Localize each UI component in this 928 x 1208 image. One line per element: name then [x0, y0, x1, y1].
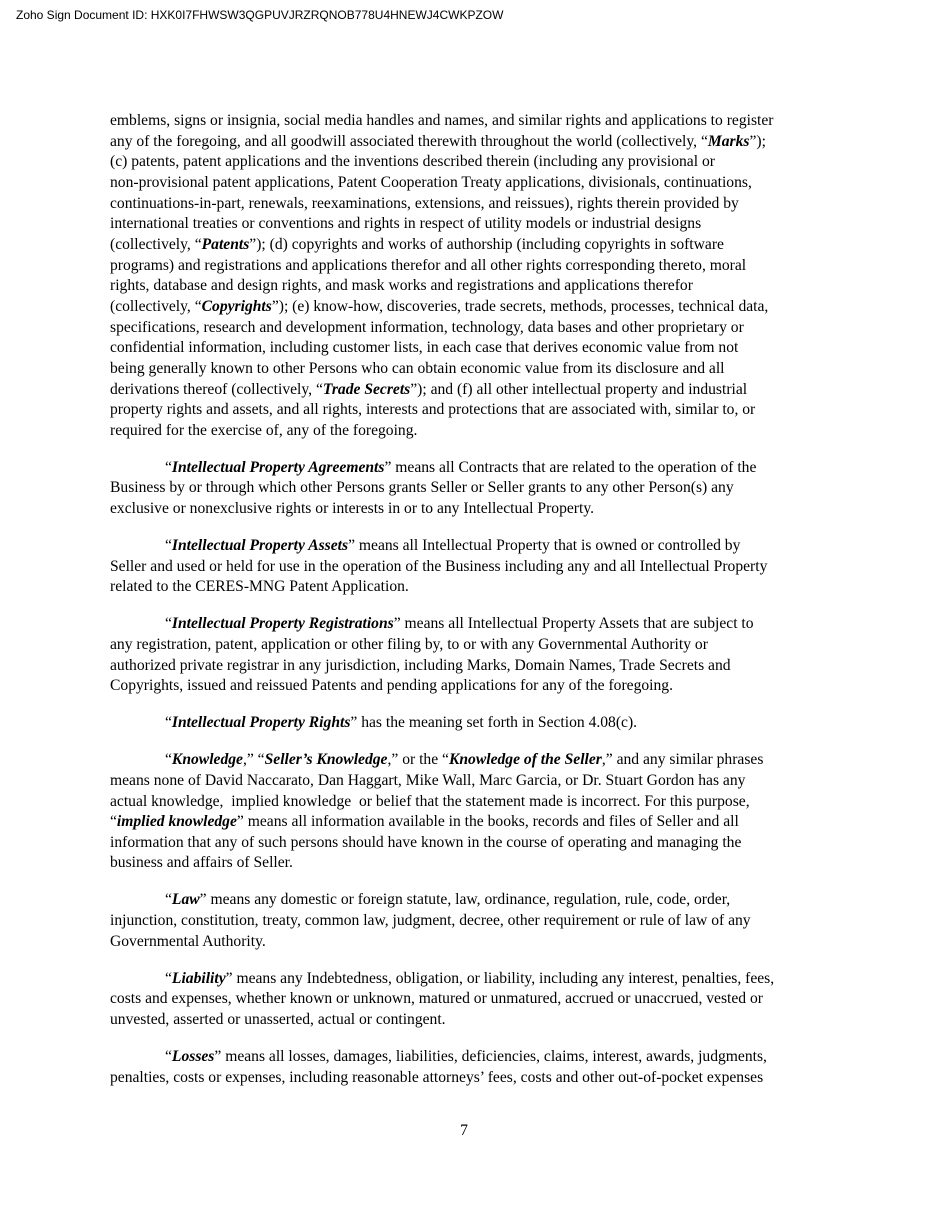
- defined-term: Liability: [171, 969, 226, 987]
- text-run: actual knowledge, implied knowledge or belief that the statement made is incorrect. For this purpose,: [110, 792, 750, 810]
- text-run: ” means all Intellectual Property that is owned or controlled by: [348, 537, 741, 555]
- defined-term: Intellectual Property Agreements: [171, 458, 385, 476]
- defined-term: Knowledge: [171, 751, 243, 769]
- definition-intellectual-property-registrations: [110, 614, 870, 697]
- defined-term: Law: [171, 891, 200, 909]
- text-line: [110, 173, 870, 194]
- text-run: ” means all Contracts that are related to the operation of the: [384, 458, 757, 476]
- defined-term: Patents: [201, 235, 250, 253]
- definition-knowledge: [110, 750, 870, 874]
- defined-term: Intellectual Property Assets: [171, 537, 349, 555]
- text-line: [110, 152, 870, 173]
- text-run: ” means any Indebtedness, obligation, or liability, including any interest, penalties, fees,: [225, 969, 775, 987]
- text-run: required for the exercise of, any of the foregoing.: [110, 421, 418, 439]
- text-run: ”);: [749, 132, 766, 150]
- text-run: “: [165, 1047, 172, 1065]
- text-run: Business by or through which other Persons grants Seller or Seller grants to any other Person(s) any: [110, 479, 734, 497]
- text-run: continuations-in-part, renewals, reexaminations, extensions, and reissues), rights therein provided by: [110, 194, 739, 212]
- text-run: (collectively, “: [110, 235, 202, 253]
- defined-term: Intellectual Property Registrations: [171, 615, 394, 633]
- text-run: “: [165, 969, 172, 987]
- text-run: penalties, costs or expenses, including reasonable attorneys’ fees, costs and other out-of-pocket expenses: [110, 1068, 764, 1086]
- text-line: [110, 676, 870, 697]
- text-run: business and affairs of Seller.: [110, 854, 293, 872]
- text-line: [110, 656, 870, 677]
- text-run: international treaties or conventions and rights in respect of utility models or industrial designs: [110, 215, 702, 233]
- text-run: “: [165, 537, 172, 555]
- paragraph-ip-definition-continued: [110, 111, 870, 442]
- defined-term-wrapper: [172, 1048, 214, 1065]
- text-run: injunction, constitution, treaty, common law, judgment, decree, other requirement or rule of law of any: [110, 912, 751, 930]
- text-run: (collectively, “: [110, 297, 202, 315]
- text-line: [110, 380, 870, 401]
- zoho-sign-document-id: Zoho Sign Document ID: HXK0I7FHWSW3QGPUVJRZRQNOB778U4HNEWJ4CWKPZOW: [16, 8, 504, 22]
- text-run: programs) and registrations and applications therefor and all other rights corresponding thereto, moral: [110, 256, 747, 274]
- text-run: “: [165, 615, 172, 633]
- text-run: ”); (d) copyrights and works of authorship (including copyrights in software: [249, 235, 724, 253]
- text-run: confidential information, including customer lists, in each case that derives economic value from not: [110, 339, 739, 357]
- text-run: any of the foregoing, and all goodwill associated therewith throughout the world (collectively, “: [110, 132, 708, 150]
- text-line: [110, 256, 870, 277]
- defined-term-wrapper: [172, 615, 394, 632]
- defined-term: implied knowledge: [116, 813, 237, 831]
- text-run: authorized private registrar in any jurisdiction, including Marks, Domain Names, Trade Secrets and: [110, 656, 731, 674]
- defined-term-wrapper: [172, 891, 200, 908]
- defined-term-wrapper: [265, 751, 388, 768]
- text-run: being generally known to other Persons who can obtain economic value from its disclosure and all: [110, 359, 725, 377]
- defined-term: Trade Secrets: [322, 380, 411, 398]
- text-line: [110, 911, 870, 932]
- text-run: information that any of such persons should have known in the course of operating and managing the: [110, 833, 742, 851]
- text-run: non-provisional patent applications, Patent Cooperation Treaty applications, divisionals, continuations,: [110, 173, 752, 191]
- text-line: [110, 359, 870, 380]
- text-run: specifications, research and development information, technology, data bases and other proprietary or: [110, 318, 744, 336]
- defined-term-wrapper: [172, 751, 243, 768]
- text-line: [110, 276, 870, 297]
- text-line: [110, 1068, 870, 1089]
- text-run: ,” “: [242, 751, 265, 769]
- text-line: [110, 635, 870, 656]
- text-line: [110, 1010, 870, 1031]
- text-line: [110, 458, 870, 479]
- text-line: [110, 536, 870, 557]
- defined-term: Copyrights: [201, 297, 272, 315]
- text-line: [110, 318, 870, 339]
- text-line: [110, 932, 870, 953]
- defined-term-wrapper: [172, 459, 385, 476]
- text-run: emblems, signs or insignia, social media handles and names, and similar rights and applications to register: [110, 112, 774, 129]
- text-run: ,” and any similar phrases: [601, 751, 764, 769]
- text-line: [110, 1047, 870, 1068]
- defined-term-wrapper: [172, 714, 350, 731]
- page-number: 7: [460, 1122, 468, 1139]
- text-line: [110, 792, 870, 813]
- text-run: Governmental Authority.: [110, 932, 266, 950]
- text-run: ,” or the “: [387, 751, 449, 769]
- definition-intellectual-property-agreements: [110, 458, 870, 520]
- definition-liability: [110, 969, 870, 1031]
- defined-term: Knowledge of the Seller: [448, 751, 602, 769]
- text-run: means none of David Naccarato, Dan Haggart, Mike Wall, Marc Garcia, or Dr. Stuart Gordon has any: [110, 771, 746, 789]
- text-line: [110, 499, 870, 520]
- text-run: unvested, asserted or unasserted, actual or contingent.: [110, 1011, 446, 1029]
- text-run: costs and expenses, whether known or unknown, matured or unmatured, accrued or unaccrued, vested or: [110, 990, 763, 1008]
- defined-term-wrapper: [172, 970, 226, 987]
- text-line: [110, 833, 870, 854]
- defined-term: Seller’s Knowledge: [264, 751, 388, 769]
- defined-term: Marks: [707, 132, 750, 150]
- text-line: [110, 771, 870, 792]
- text-run: ” means all losses, damages, liabilities, deficiencies, claims, interest, awards, judgments,: [214, 1047, 767, 1065]
- text-run: “: [110, 813, 117, 831]
- text-line: [110, 750, 870, 771]
- text-run: ” means any domestic or foreign statute, law, ordinance, regulation, rule, code, order,: [199, 891, 731, 909]
- text-run: rights, database and design rights, and mask works and registrations and applications therefor: [110, 277, 693, 295]
- text-run: ” has the meaning set forth in Section 4.08(c).: [350, 714, 638, 732]
- text-run: (c) patents, patent applications and the inventions described therein (including any provisional or: [110, 153, 715, 171]
- text-line: [110, 421, 870, 442]
- text-line: [110, 235, 870, 256]
- text-run: “: [165, 751, 172, 769]
- text-line: [110, 853, 870, 874]
- text-line: [110, 969, 870, 990]
- text-run: ” means all information available in the books, records and files of Seller and all: [236, 813, 739, 831]
- defined-term-wrapper: [202, 298, 272, 315]
- text-run: any registration, patent, application or other filing by, to or with any Governmental Authority or: [110, 635, 708, 653]
- text-line: [110, 194, 870, 215]
- text-run: ”); (e) know-how, discoveries, trade secrets, methods, processes, technical data,: [271, 297, 769, 315]
- text-run: ” means all Intellectual Property Assets that are subject to: [393, 615, 754, 633]
- defined-term-wrapper: [202, 236, 250, 253]
- text-run: related to the CERES-MNG Patent Application.: [110, 578, 409, 596]
- text-run: “: [165, 891, 172, 909]
- document-body: [110, 111, 870, 1105]
- text-line: [110, 713, 870, 734]
- defined-term-wrapper: [323, 381, 410, 398]
- text-line: [110, 478, 870, 499]
- definition-law: [110, 890, 870, 952]
- text-line: [110, 557, 870, 578]
- text-line: [110, 214, 870, 235]
- defined-term-wrapper: [708, 133, 750, 150]
- text-line: [110, 338, 870, 359]
- text-line: [110, 297, 870, 318]
- defined-term-wrapper: [172, 537, 348, 554]
- text-run: Copyrights, issued and reissued Patents and pending applications for any of the foregoing.: [110, 677, 673, 695]
- text-line: [110, 132, 870, 153]
- text-line: [110, 989, 870, 1010]
- text-line: [110, 890, 870, 911]
- text-line: [110, 812, 870, 833]
- text-run: property rights and assets, and all rights, interests and protections that are associated with, similar to, or: [110, 401, 756, 419]
- text-run: “: [165, 714, 172, 732]
- defined-term: Intellectual Property Rights: [171, 714, 351, 732]
- defined-term-wrapper: [117, 813, 237, 830]
- text-line: [110, 577, 870, 598]
- text-run: ”); and (f) all other intellectual property and industrial: [410, 380, 748, 398]
- text-run: derivations thereof (collectively, “: [110, 380, 323, 398]
- text-run: Seller and used or held for use in the operation of the Business including any and all Intellectual Property: [110, 557, 768, 575]
- text-line: [110, 400, 870, 421]
- definition-intellectual-property-assets: [110, 536, 870, 598]
- text-run: “: [165, 458, 172, 476]
- text-run: exclusive or nonexclusive rights or interests in or to any Intellectual Property.: [110, 500, 594, 518]
- definition-losses: [110, 1047, 870, 1088]
- defined-term-wrapper: [449, 751, 602, 768]
- text-line: [110, 614, 870, 635]
- definition-intellectual-property-rights: [110, 713, 870, 734]
- text-line: [110, 111, 870, 132]
- defined-term: Losses: [171, 1047, 215, 1065]
